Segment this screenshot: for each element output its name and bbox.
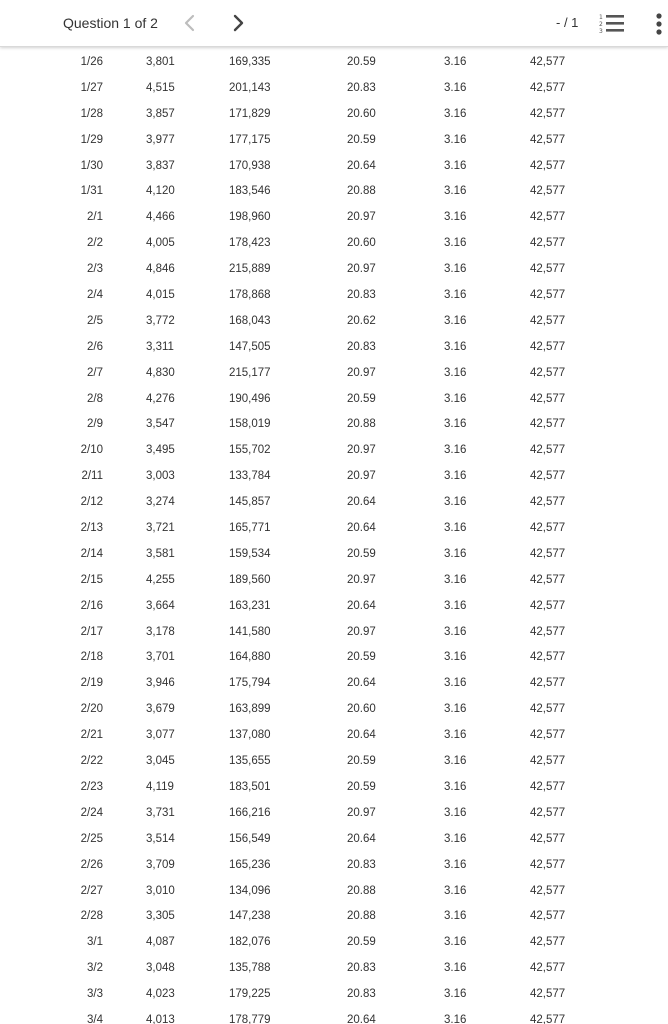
rate-cell: 20.83 <box>347 988 376 1001</box>
total-cell: 164,880 <box>229 651 271 664</box>
total-cell: 147,238 <box>229 910 271 923</box>
constant-cell: 42,577 <box>530 392 566 405</box>
value-cell: 3,495 <box>146 444 175 457</box>
table-row <box>0 775 668 801</box>
rate-cell: 20.97 <box>347 444 376 457</box>
table-row <box>0 412 668 438</box>
date-cell: 3/2 <box>87 962 103 975</box>
total-cell: 158,019 <box>229 418 271 431</box>
value-cell: 3,547 <box>146 418 175 431</box>
date-cell: 2/19 <box>80 677 103 690</box>
value-cell: 3,709 <box>146 858 175 871</box>
factor-cell: 3.16 <box>444 366 467 379</box>
factor-cell: 3.16 <box>444 392 467 405</box>
factor-cell: 3.16 <box>444 962 467 975</box>
rate-cell: 20.59 <box>347 936 376 949</box>
constant-cell: 42,577 <box>530 780 566 793</box>
table-row <box>0 827 668 853</box>
factor-cell: 3.16 <box>444 444 467 457</box>
table-row <box>0 102 668 128</box>
total-cell: 183,501 <box>229 780 271 793</box>
factor-cell: 3.16 <box>444 599 467 612</box>
rate-cell: 20.59 <box>347 392 376 405</box>
constant-cell: 42,577 <box>530 547 566 560</box>
rate-cell: 20.62 <box>347 314 376 327</box>
factor-cell: 3.16 <box>444 988 467 1001</box>
factor-cell: 3.16 <box>444 1013 467 1024</box>
table-row <box>0 982 668 1008</box>
total-cell: 178,868 <box>229 289 271 302</box>
factor-cell: 3.16 <box>444 936 467 949</box>
rate-cell: 20.88 <box>347 884 376 897</box>
rate-cell: 20.97 <box>347 366 376 379</box>
date-cell: 2/22 <box>80 755 103 768</box>
constant-cell: 42,577 <box>530 107 566 120</box>
table-row <box>0 930 668 956</box>
table-row <box>0 723 668 749</box>
rate-cell: 20.59 <box>347 56 376 68</box>
rate-cell: 20.88 <box>347 185 376 198</box>
value-cell: 3,801 <box>146 56 175 68</box>
table-row <box>0 879 668 905</box>
total-cell: 134,096 <box>229 884 271 897</box>
factor-cell: 3.16 <box>444 522 467 535</box>
value-cell: 3,305 <box>146 910 175 923</box>
value-cell: 3,045 <box>146 755 175 768</box>
table-row <box>0 76 668 102</box>
date-cell: 3/3 <box>87 988 103 1001</box>
value-cell: 3,701 <box>146 651 175 664</box>
value-cell: 3,837 <box>146 159 175 172</box>
value-cell: 4,830 <box>146 366 175 379</box>
previous-question-button[interactable] <box>178 12 200 34</box>
constant-cell: 42,577 <box>530 81 566 94</box>
table-row <box>0 179 668 205</box>
table-row <box>0 283 668 309</box>
value-cell: 4,466 <box>146 211 175 224</box>
total-cell: 183,546 <box>229 185 271 198</box>
constant-cell: 42,577 <box>530 133 566 146</box>
factor-cell: 3.16 <box>444 496 467 509</box>
svg-text:2: 2 <box>599 21 603 28</box>
value-cell: 4,515 <box>146 81 175 94</box>
date-cell: 1/28 <box>80 107 103 120</box>
total-cell: 168,043 <box>229 314 271 327</box>
value-cell: 3,274 <box>146 496 175 509</box>
value-cell: 4,276 <box>146 392 175 405</box>
constant-cell: 42,577 <box>530 651 566 664</box>
rate-cell: 20.64 <box>347 832 376 845</box>
date-cell: 2/26 <box>80 858 103 871</box>
rate-cell: 20.97 <box>347 806 376 819</box>
more-options-button[interactable] <box>652 12 666 36</box>
rate-cell: 20.60 <box>347 107 376 120</box>
constant-cell: 42,577 <box>530 729 566 742</box>
value-cell: 3,664 <box>146 599 175 612</box>
constant-cell: 42,577 <box>530 962 566 975</box>
total-cell: 169,335 <box>229 56 271 68</box>
chevron-left-icon <box>183 14 195 32</box>
factor-cell: 3.16 <box>444 858 467 871</box>
constant-cell: 42,577 <box>530 573 566 586</box>
chevron-right-icon <box>233 14 245 32</box>
value-cell: 3,010 <box>146 884 175 897</box>
factor-cell: 3.16 <box>444 729 467 742</box>
factor-cell: 3.16 <box>444 651 467 664</box>
rate-cell: 20.64 <box>347 522 376 535</box>
date-cell: 2/14 <box>80 547 103 560</box>
table-row <box>0 309 668 335</box>
constant-cell: 42,577 <box>530 599 566 612</box>
table-row <box>0 904 668 930</box>
factor-cell: 3.16 <box>444 263 467 276</box>
total-cell: 159,534 <box>229 547 271 560</box>
table-row <box>0 956 668 982</box>
value-cell: 3,514 <box>146 832 175 845</box>
date-cell: 2/25 <box>80 832 103 845</box>
rate-cell: 20.59 <box>347 651 376 664</box>
value-cell: 4,255 <box>146 573 175 586</box>
constant-cell: 42,577 <box>530 444 566 457</box>
constant-cell: 42,577 <box>530 211 566 224</box>
svg-text:1: 1 <box>599 14 603 21</box>
value-cell: 3,003 <box>146 470 175 483</box>
factor-cell: 3.16 <box>444 289 467 302</box>
table-row <box>0 438 668 464</box>
constant-cell: 42,577 <box>530 185 566 198</box>
total-cell: 163,899 <box>229 703 271 716</box>
total-cell: 135,788 <box>229 962 271 975</box>
table-row <box>0 697 668 723</box>
date-cell: 2/1 <box>87 211 103 224</box>
constant-cell: 42,577 <box>530 910 566 923</box>
total-cell: 137,080 <box>229 729 271 742</box>
date-cell: 2/2 <box>87 237 103 250</box>
rate-cell: 20.83 <box>347 81 376 94</box>
date-cell: 2/17 <box>80 625 103 638</box>
table-row <box>0 853 668 879</box>
svg-text:3: 3 <box>599 28 603 35</box>
factor-cell: 3.16 <box>444 107 467 120</box>
factor-cell: 3.16 <box>444 703 467 716</box>
constant-cell: 42,577 <box>530 366 566 379</box>
date-cell: 1/27 <box>80 81 103 94</box>
table-row <box>0 594 668 620</box>
rate-cell: 20.83 <box>347 858 376 871</box>
factor-cell: 3.16 <box>444 547 467 560</box>
constant-cell: 42,577 <box>530 677 566 690</box>
factor-cell: 3.16 <box>444 677 467 690</box>
constant-cell: 42,577 <box>530 858 566 871</box>
constant-cell: 42,577 <box>530 496 566 509</box>
date-cell: 2/23 <box>80 780 103 793</box>
total-cell: 135,655 <box>229 755 271 768</box>
date-cell: 2/15 <box>80 573 103 586</box>
rate-cell: 20.64 <box>347 599 376 612</box>
rate-cell: 20.97 <box>347 263 376 276</box>
table-row <box>0 231 668 257</box>
total-cell: 163,231 <box>229 599 271 612</box>
constant-cell: 42,577 <box>530 418 566 431</box>
factor-cell: 3.16 <box>444 832 467 845</box>
factor-cell: 3.16 <box>444 418 467 431</box>
date-cell: 2/24 <box>80 806 103 819</box>
date-cell: 1/26 <box>80 56 103 68</box>
total-cell: 155,702 <box>229 444 271 457</box>
factor-cell: 3.16 <box>444 237 467 250</box>
total-cell: 165,236 <box>229 858 271 871</box>
date-cell: 2/11 <box>81 470 103 483</box>
next-question-button[interactable] <box>228 12 250 34</box>
table-row <box>0 257 668 283</box>
constant-cell: 42,577 <box>530 988 566 1001</box>
value-cell: 3,857 <box>146 107 175 120</box>
total-cell: 145,857 <box>229 496 271 509</box>
total-cell: 166,216 <box>229 806 271 819</box>
constant-cell: 42,577 <box>530 806 566 819</box>
vertical-ellipsis-icon <box>652 12 666 36</box>
table-row <box>0 387 668 413</box>
value-cell: 3,977 <box>146 133 175 146</box>
value-cell: 4,119 <box>146 780 174 793</box>
value-cell: 4,005 <box>146 237 175 250</box>
constant-cell: 42,577 <box>530 703 566 716</box>
total-cell: 178,779 <box>229 1013 271 1024</box>
date-cell: 2/7 <box>87 366 103 379</box>
data-table <box>0 50 668 1024</box>
constant-cell: 42,577 <box>530 56 566 68</box>
constant-cell: 42,577 <box>530 470 566 483</box>
rate-cell: 20.83 <box>347 289 376 302</box>
value-cell: 4,846 <box>146 263 175 276</box>
value-cell: 4,087 <box>146 936 175 949</box>
date-cell: 3/1 <box>87 936 103 949</box>
date-cell: 2/8 <box>87 392 103 405</box>
date-cell: 2/13 <box>80 522 103 535</box>
table-row <box>0 671 668 697</box>
factor-cell: 3.16 <box>444 133 467 146</box>
date-cell: 1/29 <box>80 133 103 146</box>
value-cell: 3,679 <box>146 703 175 716</box>
factor-cell: 3.16 <box>444 56 467 68</box>
factor-cell: 3.16 <box>444 340 467 353</box>
date-cell: 2/6 <box>87 340 103 353</box>
value-cell: 3,731 <box>146 806 175 819</box>
constant-cell: 42,577 <box>530 289 566 302</box>
value-cell: 4,120 <box>146 185 175 198</box>
table-row <box>0 568 668 594</box>
constant-cell: 42,577 <box>530 522 566 535</box>
rate-cell: 20.64 <box>347 677 376 690</box>
question-counter: Question 1 of 2 <box>63 15 158 31</box>
rate-cell: 20.97 <box>347 625 376 638</box>
rate-cell: 20.64 <box>347 159 376 172</box>
table-row <box>0 464 668 490</box>
constant-cell: 42,577 <box>530 936 566 949</box>
factor-cell: 3.16 <box>444 81 467 94</box>
constant-cell: 42,577 <box>530 625 566 638</box>
factor-cell: 3.16 <box>444 159 467 172</box>
rate-cell: 20.83 <box>347 340 376 353</box>
total-cell: 141,580 <box>229 625 271 638</box>
table-row <box>0 335 668 361</box>
factor-cell: 3.16 <box>444 910 467 923</box>
rate-cell: 20.88 <box>347 910 376 923</box>
factor-cell: 3.16 <box>444 573 467 586</box>
question-list-button[interactable] <box>598 12 626 36</box>
total-cell: 215,889 <box>229 263 271 276</box>
date-cell: 3/4 <box>87 1013 103 1024</box>
factor-cell: 3.16 <box>444 314 467 327</box>
value-cell: 3,178 <box>146 625 175 638</box>
rate-cell: 20.97 <box>347 470 376 483</box>
total-cell: 190,496 <box>229 392 271 405</box>
total-cell: 165,771 <box>229 522 271 535</box>
table-row <box>0 361 668 387</box>
total-cell: 179,225 <box>229 988 271 1001</box>
table-row <box>0 542 668 568</box>
constant-cell: 42,577 <box>530 884 566 897</box>
value-cell: 3,772 <box>146 314 175 327</box>
total-cell: 201,143 <box>229 81 271 94</box>
value-cell: 3,077 <box>146 729 175 742</box>
date-cell: 2/3 <box>87 263 103 276</box>
total-cell: 156,549 <box>229 832 271 845</box>
total-cell: 198,960 <box>229 211 271 224</box>
total-cell: 177,175 <box>229 133 271 146</box>
table-row <box>0 50 668 76</box>
total-cell: 171,829 <box>229 107 271 120</box>
total-cell: 189,560 <box>229 573 271 586</box>
date-cell: 2/20 <box>80 703 103 716</box>
rate-cell: 20.59 <box>347 780 376 793</box>
value-cell: 3,581 <box>146 547 175 560</box>
value-cell: 4,013 <box>146 1013 175 1024</box>
table-row <box>0 205 668 231</box>
constant-cell: 42,577 <box>530 340 566 353</box>
factor-cell: 3.16 <box>444 211 467 224</box>
rate-cell: 20.88 <box>347 418 376 431</box>
date-cell: 2/5 <box>87 314 103 327</box>
value-cell: 3,048 <box>146 962 175 975</box>
date-cell: 2/21 <box>80 729 103 742</box>
date-cell: 2/18 <box>80 651 103 664</box>
factor-cell: 3.16 <box>444 806 467 819</box>
rate-cell: 20.59 <box>347 547 376 560</box>
factor-cell: 3.16 <box>444 470 467 483</box>
rate-cell: 20.83 <box>347 962 376 975</box>
date-cell: 2/16 <box>80 599 103 612</box>
table-row <box>0 154 668 180</box>
value-cell: 4,023 <box>146 988 175 1001</box>
factor-cell: 3.16 <box>444 780 467 793</box>
value-cell: 3,721 <box>146 522 175 535</box>
value-cell: 3,946 <box>146 677 175 690</box>
table-row <box>0 801 668 827</box>
total-cell: 170,938 <box>229 159 271 172</box>
rate-cell: 20.60 <box>347 237 376 250</box>
date-cell: 1/30 <box>80 159 103 172</box>
date-cell: 2/4 <box>87 289 103 302</box>
rate-cell: 20.64 <box>347 1013 376 1024</box>
constant-cell: 42,577 <box>530 263 566 276</box>
date-cell: 1/31 <box>80 185 103 198</box>
date-cell: 2/27 <box>80 884 103 897</box>
score-display: - / 1 <box>556 15 579 30</box>
total-cell: 133,784 <box>229 470 271 483</box>
factor-cell: 3.16 <box>444 625 467 638</box>
rate-cell: 20.64 <box>347 729 376 742</box>
value-cell: 3,311 <box>146 340 174 353</box>
table-row <box>0 128 668 154</box>
constant-cell: 42,577 <box>530 832 566 845</box>
table-row <box>0 645 668 671</box>
constant-cell: 42,577 <box>530 314 566 327</box>
numbered-list-icon <box>598 12 626 36</box>
factor-cell: 3.16 <box>444 185 467 198</box>
rate-cell: 20.60 <box>347 703 376 716</box>
constant-cell: 42,577 <box>530 237 566 250</box>
factor-cell: 3.16 <box>444 755 467 768</box>
total-cell: 178,423 <box>229 237 271 250</box>
table-row <box>0 490 668 516</box>
value-cell: 4,015 <box>146 289 175 302</box>
table-row <box>0 620 668 646</box>
total-cell: 175,794 <box>229 677 271 690</box>
table-row <box>0 516 668 542</box>
rate-cell: 20.59 <box>347 133 376 146</box>
table-row <box>0 749 668 775</box>
rate-cell: 20.59 <box>347 755 376 768</box>
date-cell: 2/10 <box>80 444 103 457</box>
constant-cell: 42,577 <box>530 755 566 768</box>
date-cell: 2/12 <box>80 496 103 509</box>
rate-cell: 20.97 <box>347 211 376 224</box>
date-cell: 2/28 <box>80 910 103 923</box>
total-cell: 147,505 <box>229 340 271 353</box>
rate-cell: 20.97 <box>347 573 376 586</box>
table-row <box>0 1008 668 1024</box>
total-cell: 182,076 <box>229 936 271 949</box>
total-cell: 215,177 <box>229 366 271 379</box>
date-cell: 2/9 <box>87 418 103 431</box>
rate-cell: 20.64 <box>347 496 376 509</box>
constant-cell: 42,577 <box>530 159 566 172</box>
constant-cell: 42,577 <box>530 1013 566 1024</box>
factor-cell: 3.16 <box>444 884 467 897</box>
question-toolbar <box>0 0 668 47</box>
